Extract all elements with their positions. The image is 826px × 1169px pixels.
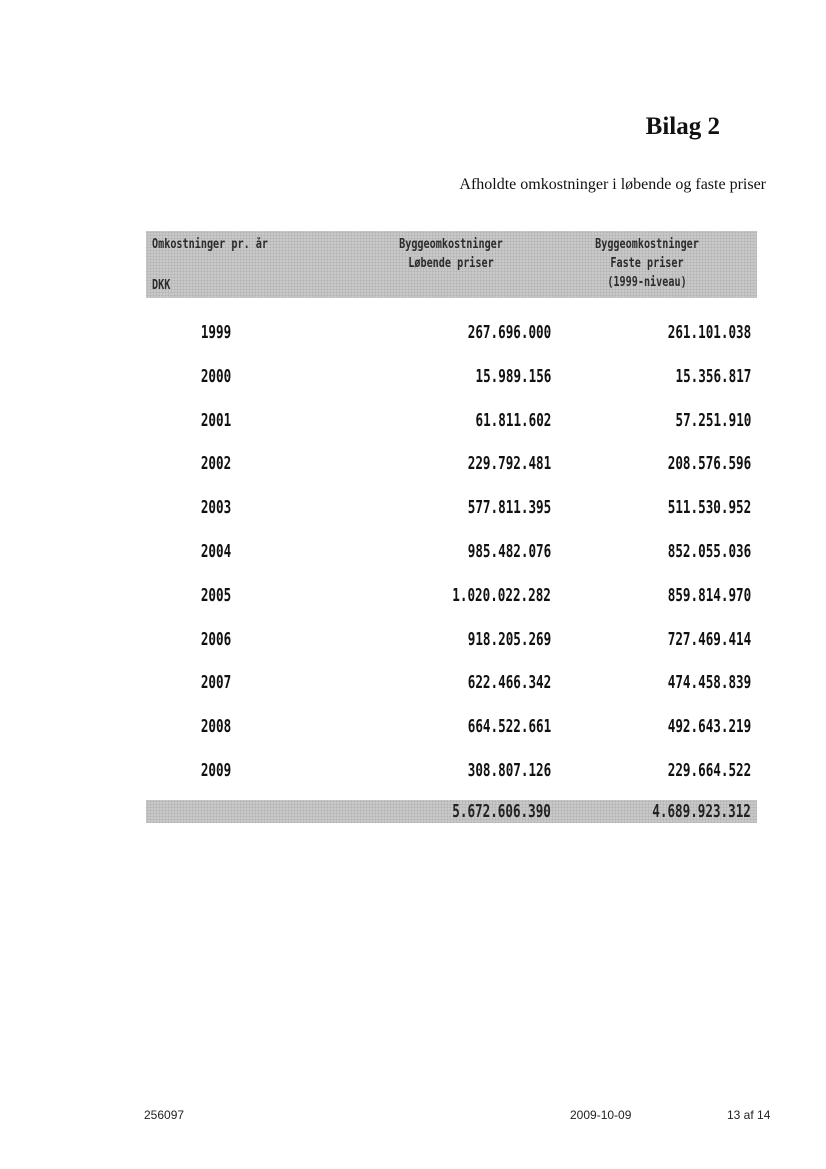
row-fixed-prices: 208.576.596 [667,453,751,475]
row-current-prices: 229.792.481 [467,453,551,475]
header-currency: DKK [152,278,171,293]
table-row [146,323,757,343]
table-row [146,630,757,650]
table-row [146,717,757,737]
table-row [146,454,757,474]
header-cost-per-year: Omkostninger pr. år [152,237,269,252]
row-current-prices: 61.811.602 [475,409,551,431]
footer-doc-number: 256097 [144,1108,185,1122]
row-year: 2008 [200,716,232,738]
row-fixed-prices: 852.055.036 [667,541,751,562]
row-current-prices: 622.466.342 [467,672,551,694]
row-year: 2001 [200,409,232,431]
header-fixed-prices-line3: (1999-niveau) [607,275,687,290]
header-fixed-prices [581,235,714,292]
row-fixed-prices: 15.356.817 [675,365,751,387]
row-current-prices: 308.807.126 [467,760,551,781]
row-year: 1999 [200,322,232,343]
table-row [146,542,757,562]
footer-date: 2009-10-09 [570,1108,632,1122]
header-fixed-prices-line1: Byggeomkostninger [595,237,699,252]
row-fixed-prices: 57.251.910 [675,409,751,431]
row-year: 2009 [200,760,232,781]
row-fixed-prices: 474.458.839 [667,672,751,694]
total-fixed-prices: 4.689.923.312 [652,801,751,822]
table-row [146,367,757,387]
row-fixed-prices: 859.814.970 [667,584,751,606]
row-year: 2003 [200,497,232,519]
row-current-prices: 267.696.000 [467,322,551,343]
row-current-prices: 918.205.269 [467,628,551,650]
header-current-prices-line1: Byggeomkostninger [399,237,503,252]
table-total-row [146,800,757,823]
row-fixed-prices: 261.101.038 [667,322,751,343]
row-year: 2005 [200,584,232,606]
table-row [146,411,757,431]
row-fixed-prices: 511.530.952 [667,497,751,519]
row-current-prices: 577.811.395 [467,497,551,519]
header-current-prices-line2: Løbende priser [408,256,494,271]
row-current-prices: 15.989.156 [475,365,551,387]
row-fixed-prices: 727.469.414 [667,628,751,650]
row-year: 2002 [200,453,232,475]
table-row [146,673,757,693]
total-current-prices: 5.672.606.390 [452,801,551,822]
row-year: 2000 [200,365,232,387]
row-fixed-prices: 229.664.522 [667,760,751,781]
row-current-prices: 985.482.076 [467,541,551,562]
document-heading: Bilag 2 [645,113,720,140]
table-row [146,586,757,606]
row-current-prices: 1.020.022.282 [452,584,551,606]
row-current-prices: 664.522.661 [467,716,551,738]
table-row [146,761,757,781]
table-row [146,498,757,518]
header-current-prices [385,235,518,273]
header-fixed-prices-line2: Faste priser [610,256,684,271]
table-header [146,231,757,298]
footer-page-number: 13 af 14 [727,1108,771,1122]
row-year: 2004 [200,541,232,562]
document-subtitle: Afholdte omkostninger i løbende og faste priser [459,176,766,193]
row-year: 2007 [200,672,232,694]
row-year: 2006 [200,628,232,650]
row-fixed-prices: 492.643.219 [667,716,751,738]
